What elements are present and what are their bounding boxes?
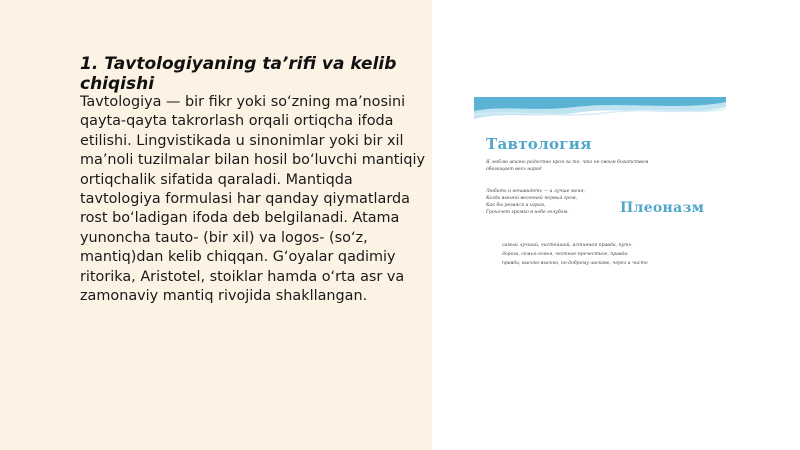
image-heading-pleonasm: Плеоназм	[620, 200, 705, 216]
image-example-line: правда, высоко-высоко, по-доброму-ласково, через и чисто	[502, 261, 648, 266]
image-example-line: Я люблю жизнь радостно кроя за то, что не своим богатством	[486, 160, 649, 165]
slide-body-text: Tavtologiya — bir fikr yoki so‘zning ma’nosini qayta-qayta takrorlash orqali ortiqcha ifoda etilishi. Lingvistikada u sinonimlar yoki bir xil ma’noli tuzilmalar bilan hosil bo‘luvchi mantiqiy ortiqchalik sifatida qaraladi. Mantiqda tavtologiya formulasi har qanday qiymatlarda rost bo‘ladigan ifoda deb belgilanadi. Atama yunoncha tauto- (bir xil) va logos- (so‘z, mantiq)dan kelib chiqqan. G‘oyalar qadimiy ritorika, Aristotel, stoiklar hamda o‘rta asr va zamonaviy mantiq rivojida shakllangan.	[80, 94, 426, 305]
image-verse-line: Когда вьюгой весенней первый гром,	[486, 196, 578, 201]
image-verse-line: Любить и ненавидеть — и лучше меня,	[486, 189, 585, 194]
decorative-wave	[474, 97, 726, 137]
tautology-illustration	[474, 97, 726, 273]
image-example-line: обогащает весь народ	[486, 167, 542, 172]
image-heading-tautology: Тавтология	[486, 135, 592, 153]
slide-title: 1. Tavtologiyaning ta’rifi va kelib chiqishi	[80, 54, 397, 94]
image-verse-line: Как бы резвяся и играя,	[486, 203, 546, 208]
image-example-line: дорога, семья-семья, честное-пречестное, правда-	[502, 252, 629, 257]
image-verse-line: Грохочет громко в небе голубом.	[486, 210, 569, 215]
image-example-line: самый лучший, чистейший, истинная правда, путь-	[502, 243, 633, 248]
